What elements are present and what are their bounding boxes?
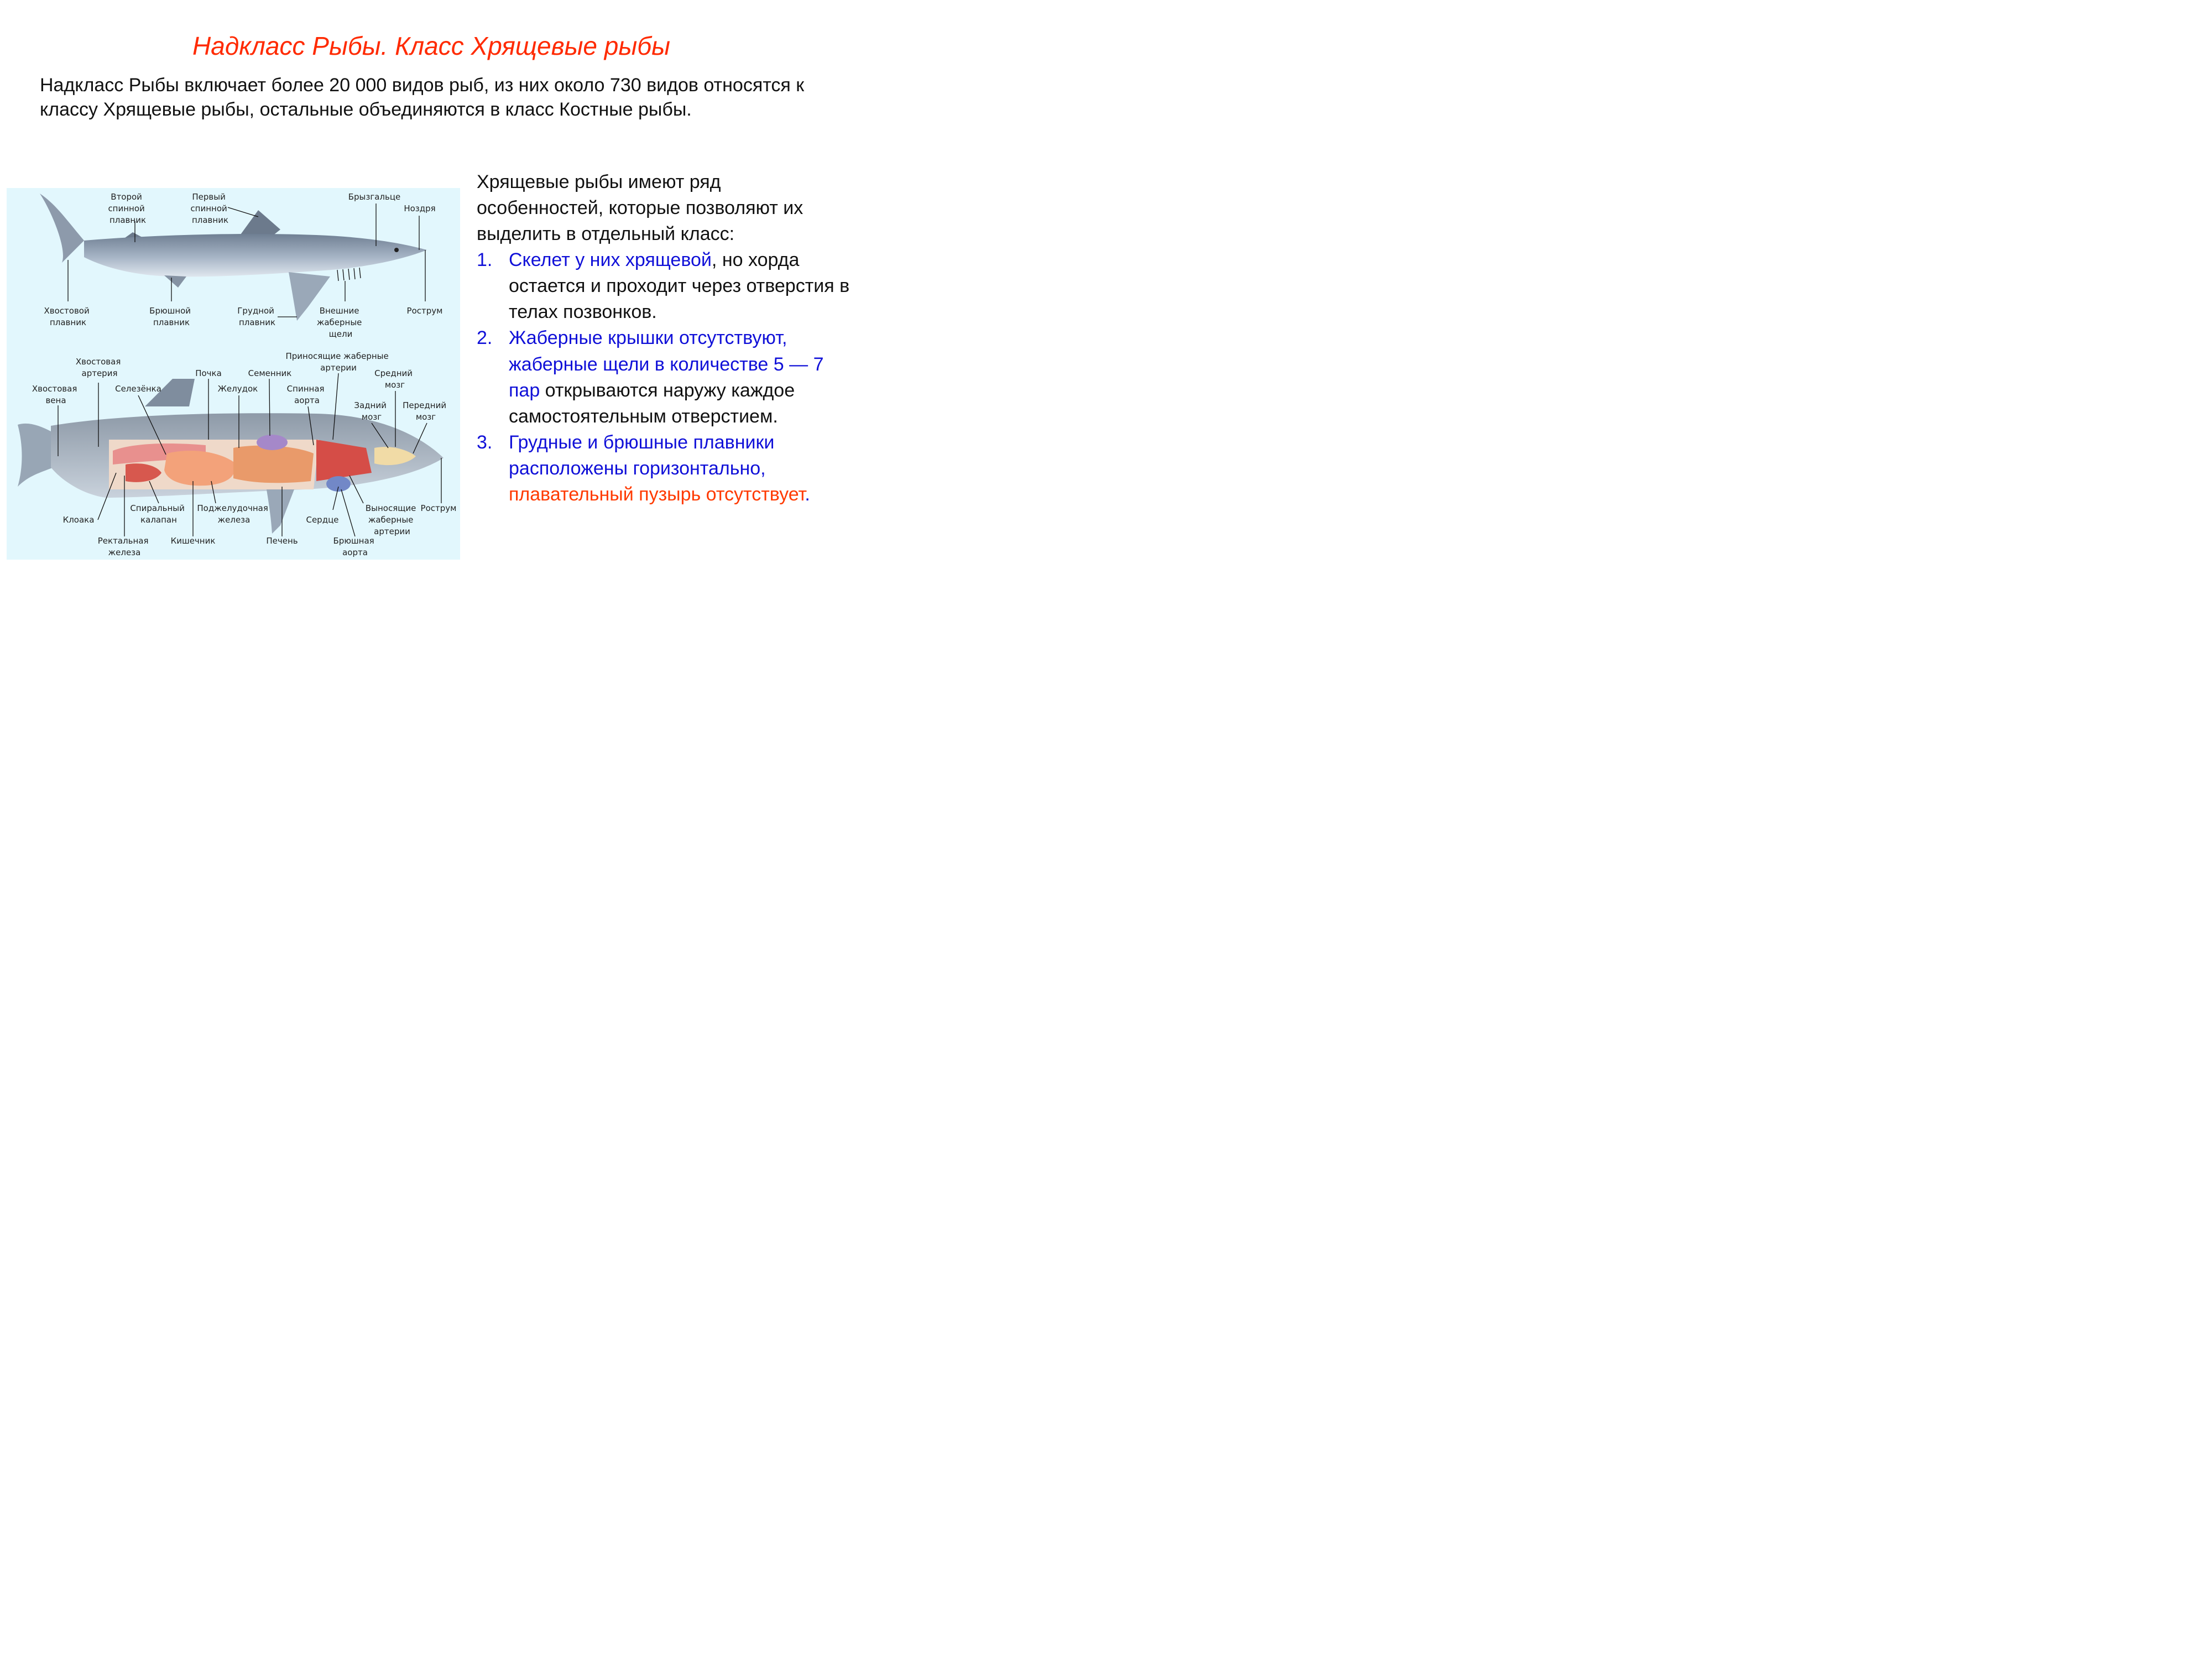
feature-red-text: плавательный пузырь отсутствует bbox=[509, 483, 805, 505]
label-rectal-gland: Ректальная железа bbox=[97, 536, 149, 557]
label-second-dorsal-fin: Второй спинной плавник bbox=[108, 192, 147, 225]
label-testis: Семенник bbox=[248, 368, 292, 378]
label-kidney: Почка bbox=[195, 368, 222, 378]
feature-item-2 bbox=[477, 325, 853, 429]
label-pelvic-fin: Брюшной плавник bbox=[149, 306, 191, 327]
shark-anatomy-figure bbox=[7, 188, 460, 560]
features-list bbox=[477, 247, 853, 508]
feature-highlight: Грудные и брюшные плавники расположены горизонтально, bbox=[509, 431, 775, 479]
label-spleen: Селезёнка bbox=[115, 384, 161, 394]
label-heart: Сердце bbox=[306, 515, 339, 525]
shark-anatomy-diagram bbox=[7, 188, 460, 560]
label-midbrain: Средний мозг bbox=[374, 368, 413, 390]
label-first-dorsal-fin: Первый спинной плавник bbox=[190, 192, 229, 225]
slide-title: Надкласс Рыбы. Класс Хрящевые рыбы bbox=[192, 32, 670, 60]
label-spiracle: Брызгальце bbox=[348, 192, 401, 202]
label-hindbrain: Задний мозг bbox=[354, 400, 387, 422]
feature-text: открываются наружу каждое самостоятельным отверстием. bbox=[509, 379, 795, 427]
feature-number: 3. bbox=[477, 431, 493, 453]
label-rostrum-internal: Рострум bbox=[420, 503, 457, 513]
intro-paragraph: Надкласс Рыбы включает более 20 000 видов рыб, из них около 730 видов относятся к классу Хрящевые рыбы, остальные объединяются в класс Костные рыбы. bbox=[40, 75, 805, 121]
slide bbox=[0, 0, 863, 647]
feature-number: 1. bbox=[477, 249, 493, 271]
label-liver: Печень bbox=[266, 536, 298, 546]
label-caudal-fin: Хвостовой плавник bbox=[44, 306, 90, 327]
feature-highlight: Скелет у них хрящевой bbox=[509, 249, 712, 271]
external-shark-drawing bbox=[40, 194, 427, 321]
label-intestine: Кишечник bbox=[170, 536, 216, 546]
features-lead: Хрящевые рыбы имеют ряд особенностей, которые позволяют их выделить в отдельный класс: bbox=[477, 171, 804, 245]
label-rostrum-external: Рострум bbox=[406, 306, 443, 316]
label-spiral-valve: Спиральный калапан bbox=[130, 503, 185, 525]
feature-tail: . bbox=[805, 483, 810, 505]
label-ventral-aorta: Брюшная аорта bbox=[333, 536, 374, 557]
label-caudal-vein: Хвостовая вена bbox=[32, 384, 77, 405]
features-column bbox=[477, 169, 853, 508]
feature-item-1 bbox=[477, 247, 853, 325]
label-stomach: Желудок bbox=[217, 384, 258, 394]
feature-item-3 bbox=[477, 430, 853, 508]
label-efferent-gill-arteries: Выносящие жаберные артерии bbox=[365, 503, 416, 536]
feature-highlight: Жаберные крышки отсутствуют, жаберные щели в количестве 5 — 7 пар bbox=[509, 327, 824, 401]
label-afferent-gill-arteries: Приносящие жаберные артерии bbox=[285, 351, 389, 373]
label-cloaca: Клоака bbox=[62, 515, 95, 525]
label-pancreas: Поджелудочная железа bbox=[197, 503, 268, 525]
feature-number: 2. bbox=[477, 327, 493, 349]
label-pectoral-fin: Грудной плавник bbox=[237, 306, 276, 327]
label-nostril: Ноздря bbox=[404, 204, 436, 213]
label-gill-slits: Внешние жаберные щели bbox=[316, 306, 362, 339]
label-dorsal-aorta: Спинная аорта bbox=[286, 384, 325, 405]
label-caudal-artery: Хвостовая артерия bbox=[75, 357, 121, 378]
label-forebrain: Передний мозг bbox=[403, 400, 447, 422]
feature-text: , но хорда остается и проходит через отверстия в телах позвонков. bbox=[509, 249, 850, 323]
